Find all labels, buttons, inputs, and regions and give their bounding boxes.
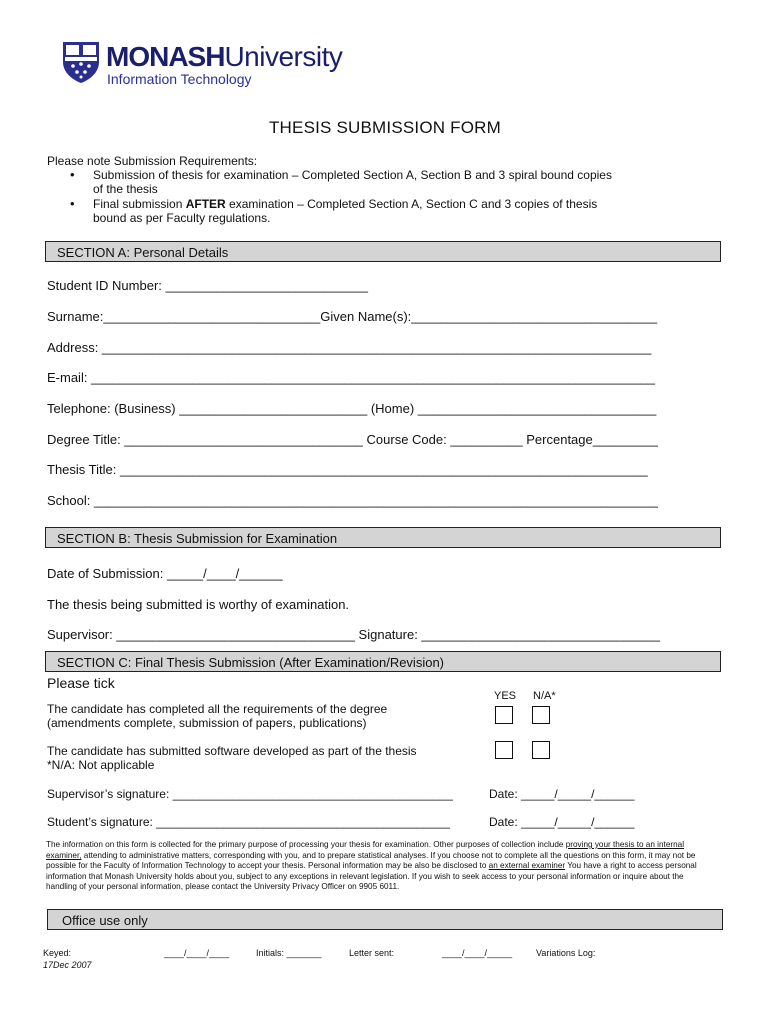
software-item: The candidate has submitted software developed as part of the thesis [47, 744, 417, 758]
keyed-date-field[interactable]: ____/____/____ [164, 948, 230, 958]
section-a-header: SECTION A: Personal Details [45, 241, 721, 262]
bullet-icon: • [70, 196, 75, 211]
name-fields[interactable]: Surname:______________________________Given Name(s):__________________________________ [47, 309, 658, 324]
requirements-intro: Please note Submission Requirements: [47, 154, 258, 168]
yes-column-label: YES [494, 690, 517, 702]
monash-crest-icon [61, 40, 101, 84]
supervisor-date-field[interactable]: Date: _____/_____/______ [489, 787, 635, 801]
submission-date-field[interactable]: Date of Submission: _____/____/______ [47, 566, 283, 581]
please-tick-label: Please tick [47, 675, 115, 691]
requirements-yes-checkbox[interactable] [495, 706, 513, 724]
requirement-complete-item: The candidate has completed all the requirements of the degree [47, 702, 388, 716]
degree-fields[interactable]: Degree Title: _________________________________ Course Code: __________ Percentage_________ [47, 432, 658, 447]
privacy-notice: The information on this form is collected for the primary purpose of processing your thesis for examination. Other purposes of collection include proving your thesis to an internal examiner, attending to administrative matters, corresponding with you, and to prepare statistical analyses. If you choose not to complete all the questions on this form, it may not be possible for the Faculty of Information Technology to accept your thesis. Personal information may be also be disclosed to an external examiner You have a right to access personal information that Monash University holds about you, subject to any exceptions in relevant legislation. If you wish to seek access to your personal information or inquire about the handling of your personal information, please contact the University Privacy Officer on 9905 6011. [46, 840, 697, 892]
requirement-1-cont: of the thesis [93, 182, 158, 196]
form-title: THESIS SUBMISSION FORM [268, 118, 502, 137]
variations-log-label: Variations Log: [536, 948, 596, 958]
requirements-na-checkbox[interactable] [532, 706, 550, 724]
requirement-2-cont: bound as per Faculty regulations. [93, 211, 271, 225]
email-field[interactable]: E-mail: ______________________________________________________________________________ [47, 370, 655, 385]
thesis-title-field[interactable]: Thesis Title: _________________________________________________________________________ [47, 462, 648, 477]
requirement-complete-detail: (amendments complete, submission of papers, publications) [47, 716, 367, 730]
initials-field[interactable]: Initials: _______ [256, 948, 322, 958]
school-field[interactable]: School: ______________________________________________________________________________ [47, 493, 658, 508]
address-field[interactable]: Address: ____________________________________________________________________________ [47, 340, 652, 355]
keyed-label: Keyed: [43, 948, 72, 958]
letter-sent-label: Letter sent: [349, 948, 395, 958]
student-id-field[interactable]: Student ID Number: ____________________________ [47, 278, 368, 293]
office-use-header: Office use only [47, 909, 723, 930]
supervisor-signature-fields[interactable]: Supervisor: _________________________________ Signature: _________________________________ [47, 627, 661, 642]
supervisor-signature-field[interactable]: Supervisor’s signature: __________________________________________ [47, 787, 453, 801]
requirement-1: Submission of thesis for examination – Completed Section A, Section B and 3 spiral bound copies [93, 168, 612, 182]
letter-sent-date-field[interactable]: ____/____/_____ [442, 948, 513, 958]
monash-logo [61, 40, 361, 94]
brand-name: MONASHUniversity [106, 41, 343, 72]
section-b-header: SECTION B: Thesis Submission for Examination [45, 527, 721, 548]
faculty-name: Information Technology [107, 71, 252, 87]
student-date-field[interactable]: Date: _____/_____/______ [489, 815, 635, 829]
requirement-2: Final submission AFTER examination – Completed Section A, Section C and 3 copies of thesis [93, 197, 598, 211]
section-c-header: SECTION C: Final Thesis Submission (After Examination/Revision) [45, 651, 721, 672]
na-column-label: N/A* [533, 690, 556, 702]
form-version: 17Dec 2007 [43, 960, 92, 970]
worthy-statement: The thesis being submitted is worthy of examination. [47, 597, 350, 612]
bullet-icon: • [70, 167, 75, 182]
na-footnote: *N/A: Not applicable [47, 758, 155, 772]
student-signature-field[interactable]: Student’s signature: ____________________________________________ [47, 815, 450, 829]
software-na-checkbox[interactable] [532, 741, 550, 759]
software-yes-checkbox[interactable] [495, 741, 513, 759]
telephone-fields[interactable]: Telephone: (Business) __________________________ (Home) _________________________________ [47, 401, 657, 416]
